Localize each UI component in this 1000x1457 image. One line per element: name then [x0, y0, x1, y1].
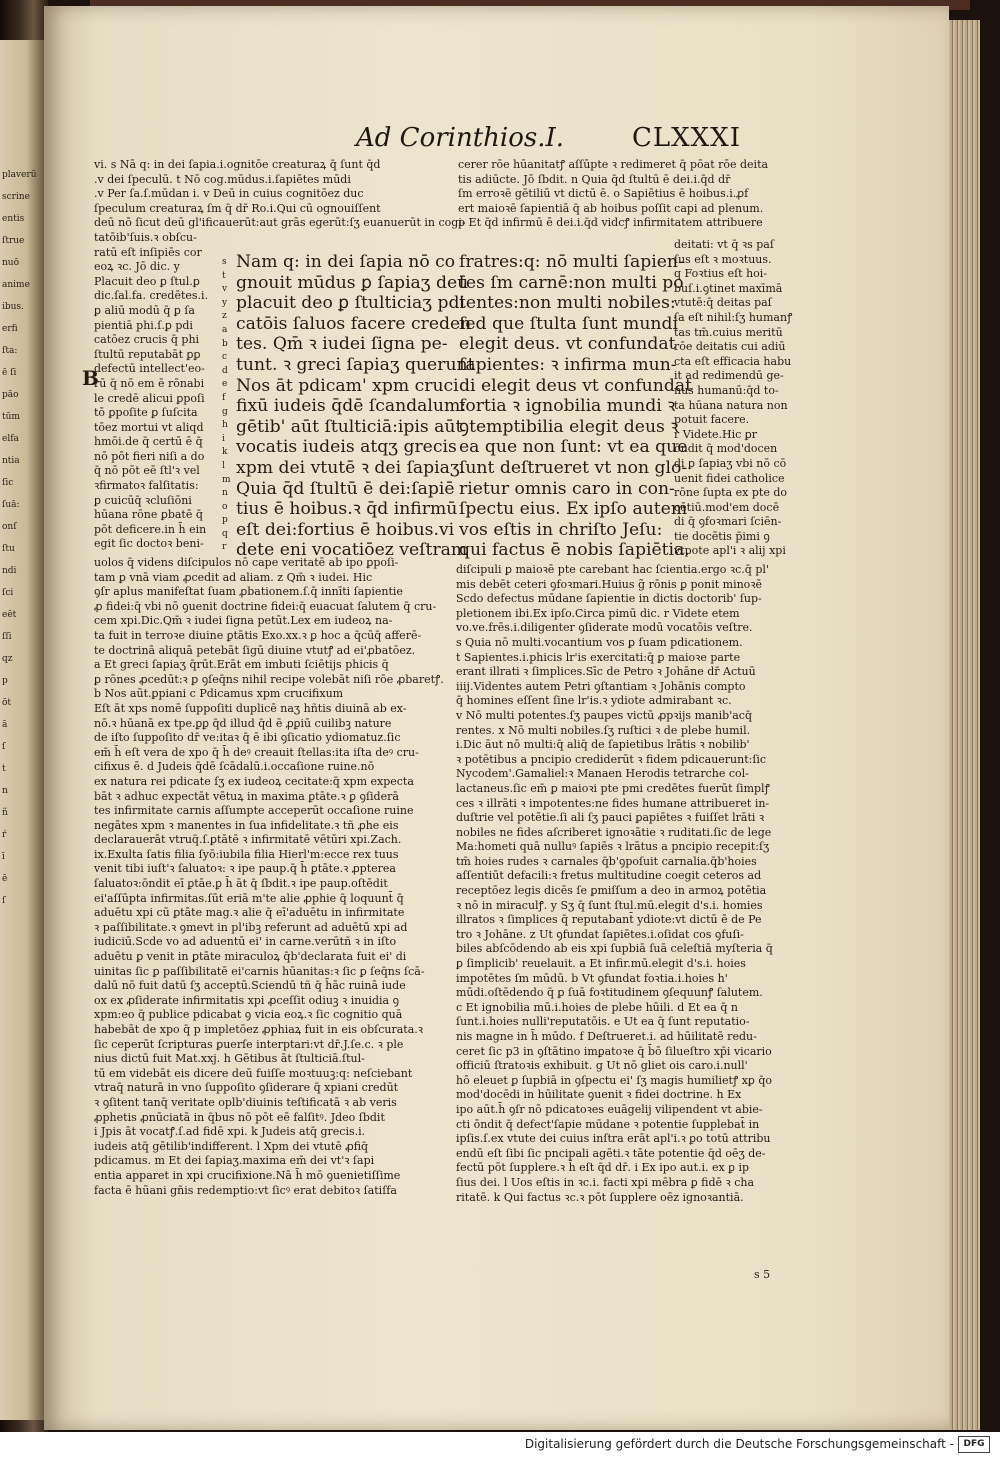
commentary-line: ꝯſr aplus manifeſtat ſuam ꝓbationem.ſ.q̄ innīti ſapientie: [94, 585, 403, 599]
margin-letter: t: [222, 270, 226, 281]
scripture-line: elegit deus. vt confundat: [459, 334, 676, 355]
commentary-line: nō pōt fieri niſi a do: [94, 449, 205, 463]
left-page-line: p: [2, 676, 8, 686]
commentary-line: dic.ſal.fa. credētes.i.: [94, 289, 209, 303]
commentary-line: uenit fidei catholice: [674, 471, 785, 485]
commentary-line: i Jpis āt vocatꝭ.ſ.ad fidē xpi. k Judeis atq̄ grecis.i.: [94, 1125, 366, 1139]
commentary-line: officiū ſtratoꝛis exhibuit. g Ut nō gliet ois caro.i.null': [456, 1059, 748, 1073]
commentary-line: vo.ve.frēs.i.diligenter ꝯſiderate modū vocatōis veſtre.: [456, 621, 753, 635]
scripture-line: qui factus ē nobis ſapiētia.: [459, 540, 690, 561]
commentary-line: deitati: vt q̄ ꝛs paſ: [674, 238, 774, 251]
commentary-line: tam ꝑ vnā viam ꝓcedit ad aliam. z Qm̄ ꝛ iudei. Hic: [94, 570, 373, 584]
margin-letter: h: [222, 420, 228, 431]
margin-letter: s: [222, 257, 227, 267]
left-page-line: ſtrue: [2, 236, 25, 246]
commentary-line: deū nō ſicut deū gl'ificauerūt:aut grās egerūt:ſʒ euanuerūt in cogi-: [94, 216, 466, 230]
commentary-line: pletionem ibi.Ex ipſo.Circa pimū dic. r Videte etem: [456, 606, 740, 620]
commentary-line: ex natura rei pdicate ſʒ ex iudeoꝝ cecitate:q̄ xpm expecta: [94, 774, 414, 788]
commentary-line: negātes xpm ꝛ manentes in ſua infidelitate.ꝛ tñ ꝓhe eis: [94, 818, 399, 832]
commentary-line: ſus eſt ꝛ moꝛtuus.: [674, 252, 772, 266]
left-page-line: qz: [2, 654, 13, 664]
scripture-line: tes ſm carnē:non multi po: [459, 272, 684, 293]
commentary-line: mūdi.oſtēdendo q̄ ꝑ ſuā foꝛtitudinem ꝯſequunꝭ ſalutem.: [456, 986, 763, 1000]
commentary-line: erant illrati ꝛ ſimplices.Sīc de Petro ꝛ Johāne dr̄ Actuū: [456, 665, 756, 679]
commentary-line: Eſt āt xps nomē ſuppoſiti duplicē naʒ hñtis diuinā ab ex-: [94, 701, 407, 715]
commentary-line: mod'docēdi in hūilitate ꝯuenit ꝛ fidei doctrine. h Ex: [456, 1088, 742, 1102]
commentary-line: rōne ſupta ex pte do: [674, 486, 787, 500]
commentary-line: ꝛfirmatoꝛ falſitatis:: [94, 479, 199, 493]
folio-number: CLXXXI: [632, 123, 741, 153]
margin-letter: v: [222, 284, 228, 295]
commentary-line: ert maioꝛē ſapientiā q̄ ab hoibus poſſit capi ad plenum.: [458, 201, 764, 215]
left-page-line: t: [2, 764, 6, 774]
commentary-line: hūana rōne ꝑbatē q̄: [94, 508, 203, 522]
commentary-line: illratos ꝛ ſimplices q̄ reputabant̄ ydiote:vt dictū ē de Pe: [456, 913, 762, 927]
scripture-line: ſed que ſtulta ſunt mundi: [459, 313, 678, 334]
scripture-line: eſt dei:fortius ē hoibus.vi: [236, 519, 455, 540]
commentary-line: ei'aſſūpta infirmitas.ſūt eriā m'te alie ꝓphie q̄ loquunt̄ q̄: [94, 891, 404, 905]
commentary-line: defectū intellect'eo-: [94, 362, 205, 376]
left-page-line: ſſi: [2, 632, 12, 642]
margin-letter: r: [222, 542, 227, 553]
commentary-line: xpm:eo q̄ publice pdicabat ꝯ vicia eoꝝ.ꝛ ſic cognitio quā: [94, 1008, 403, 1022]
commentary-line: ſa eſt nihil:ſʒ humanꝭ: [674, 310, 793, 324]
commentary-line: hō eleuet ꝑ ſupbiā in ꝯſpectu ei' ſʒ magis humilietꝭ xꝑ q̄o: [456, 1073, 773, 1087]
left-page-line: tūm: [2, 412, 20, 422]
commentary-line: ſm erroꝛē gētiliū vt dictū ē. o Sapiētius ē hoibus.i.ꝓf: [458, 187, 749, 201]
left-page-line: ſta:: [2, 346, 18, 356]
commentary-line: venit tibi iuſt'ꝛ ſaluatoꝛ: ꝛ ipe paup.q̄ h̄ ꝑtāte.ꝛ ꝓpterea: [94, 862, 396, 876]
commentary-line: ta hūana natura non: [674, 398, 788, 412]
commentary-line: ꝛ ꝯſitent tanq̄ veritate oplb'diuinis teſtificatā ꝛ ab veris: [94, 1095, 397, 1109]
commentary-left-bottom: [94, 556, 454, 1256]
commentary-line: eoꝝ ꝛc. Jō dic. y: [94, 260, 180, 274]
commentary-line: facta ē hūani gn̄is redemptio:vt ſicꝰ erat debitoꝛ ſatiſfa: [94, 1183, 397, 1197]
margin-letter: y: [222, 297, 228, 308]
scripture-line: di elegit deus vt confundat: [459, 375, 692, 396]
left-page-line: ibus.: [2, 302, 24, 312]
commentary-right-bottom: [456, 563, 806, 1263]
margin-letter: g: [222, 406, 228, 417]
commentary-line: ꝑ ſimplicib' reuelauit. a Et infir.mū.elegit d's.i. hoies: [456, 957, 746, 971]
commentary-line: ꝛ potētibus a pncipio crediderūt ꝛ fidem pdicauerunt:ſic: [456, 752, 767, 766]
commentary-line: catōez crucis q̄ phi: [94, 333, 200, 347]
scripture-line: ſapientes: ꝛ infirma mun-: [459, 354, 677, 375]
commentary-line: nus humanū:q̄d to-: [674, 383, 779, 397]
initial-letter: B: [82, 366, 99, 390]
margin-letter: b: [222, 338, 228, 349]
commentary-line: receptōez legis dicēs ſe ꝑmiſſum a deo in armoꝝ potētia: [456, 884, 767, 898]
commentary-line: t Sapientes.i.phicis lr'is exercitati:q̄ ꝑ maioꝛe parte: [456, 650, 741, 664]
commentary-line: cti ōndit q̄ defect'ſapie mūdane ꝛ potentie ſupplebat̄ in: [456, 1117, 760, 1131]
commentary-line: uolos q̄ videns diſcipulos nō cape veritatē ab ipo ꝑpoſi-: [94, 556, 399, 569]
left-page-line: entis: [2, 214, 25, 224]
commentary-line: entia apparet in xpi crucifixione.Nā h̄ mō ꝯuenietiſſime: [94, 1168, 401, 1182]
commentary-line: impotētes ſm mūdū. b Vt ꝯfundat foꝛtia.i.hoies h': [456, 971, 728, 985]
commentary-line: vi. s Nā q: in dei ſapia.i.ognitōe creaturaꝝ q̄ ſunt q̄d: [94, 158, 381, 171]
commentary-line: ſtultū reputabāt ꝑꝑ: [94, 347, 201, 361]
margin-letter: a: [222, 324, 228, 335]
commentary-line: q̄ nō pōt eē ſtl'ꝛ vel: [94, 464, 200, 478]
commentary-line: ceret ſic p3 in ꝯſtātino imꝑatoꝛe q̄ b̄ō ſilueſtro xp̄i vicario: [456, 1044, 772, 1058]
commentary-line: Scdo defectus mūdane ſapientie in dictis doctorib' ſup-: [456, 592, 762, 606]
commentary-line: tie docētis p̄imi ꝯ: [674, 529, 770, 543]
left-page-line: scrine: [2, 192, 30, 202]
commentary-line: iudiciū.Scde vo ad aduentū ei' in carne.verūtñ ꝛ in iſto: [94, 935, 397, 949]
left-page-edge: [0, 40, 44, 1420]
commentary-line: di ꝑ ſapiaʒ vbi nō cō: [674, 456, 787, 470]
commentary-line: tō ꝑpoſite ꝑ ſuſcita: [94, 406, 198, 420]
scripture-line: ea que non ſunt: vt ea que: [459, 437, 688, 458]
commentary-line: aduētu xpi cū ꝑtāte mag.ꝛ alie q̄ eī'aduētu in infirmitate: [94, 906, 405, 920]
commentary-line: fectū pōt ſupplere.ꝛ h̄ eſt q̄d dr̄. i Ex ipo aut.i. ex ꝑ ip: [456, 1161, 750, 1175]
left-page-line: ſ: [2, 896, 6, 906]
scripture-line: Nos āt pdicam' xpm cruci: [236, 375, 459, 396]
commentary-line: v Nō multi potentes.ſʒ paupes victū ꝓpꝛijs manib'acq̄: [456, 708, 752, 722]
commentary-line: ipo aūt.h̄ ꝯſr nō pdicatoꝛes euāgelij vilipendent vt abie-: [456, 1102, 763, 1116]
left-page-line: ſ: [2, 742, 6, 752]
commentary-line: q Foꝛtius eſt hoi-: [674, 267, 768, 281]
commentary-line: tū em videbāt eis dicere deū fuiſſe moꝛtuuꝫ:q: neſciebant: [94, 1066, 413, 1080]
commentary-line: le credē alicui ꝑpoſi: [94, 391, 205, 405]
left-page-line: nuō: [2, 258, 20, 268]
scripture-line: tes. Qm̄ ꝛ iudei ſigna pe-: [236, 334, 448, 355]
commentary-line: tis adiūcte. Jō ſbdit. n Quia q̄d ſtultū ē dei.i.q̄d dr̄: [458, 172, 731, 186]
scripture-line: tentes:non multi nobiles:: [459, 293, 676, 314]
left-page-line: ſci: [2, 588, 14, 598]
commentary-line: rū q̄ nō em ē rōnabi: [94, 376, 205, 390]
left-page-line: elfa: [2, 434, 19, 444]
commentary-line: vtutē:q̄ deitas paſ: [674, 296, 772, 310]
commentary-line: cem xpi.Dic.Qm̄ ꝛ iudei ſigna petūt.Lex em iudeoꝝ na-: [94, 614, 393, 628]
page-header: [44, 123, 949, 163]
scripture-line: ꝯtemptibilia elegit deus ꝛ: [459, 416, 679, 437]
commentary-line: ſic ceperūt ſcripturas ꝑuerſe interptari:vt dr̄.J.ſe.c. ꝛ ple: [94, 1037, 404, 1051]
signature-mark: s 5: [754, 1268, 771, 1281]
commentary-line: b Nos aūt.ꝑpiani c Pdicamus xpm crucifixum: [94, 687, 344, 701]
commentary-line: ꝛ nō in miraculꝭ. y Sʒ q̄ ſunt ſtul.mū.elegit d's.i. homies: [456, 898, 763, 912]
commentary-right-top: [458, 158, 798, 238]
scripture-line: ſpectu eius. Ex ipſo autem: [459, 499, 688, 520]
commentary-line: Ma:hometi quā nulluꝰ ſapiēs ꝛ lrātus a pncipio recepit:ſʒ: [456, 840, 770, 854]
commentary-line: rentes. x Nō multi nobiles.ſʒ ruſtici ꝛ de plebe humil.: [456, 723, 751, 737]
margin-letter: n: [222, 488, 228, 499]
left-page-line: ſic: [2, 478, 14, 488]
funding-credit: Digitalisierung gefördert durch die Deutsche Forschungsgemeinschaft -: [524, 1437, 954, 1451]
scripture-column-right: [459, 252, 692, 562]
commentary-line: Placuit deo ꝑ ſtul.ꝑ: [94, 274, 200, 288]
commentary-line: habebāt de xpo q̄ p impletōez ꝓphiaꝝ fuit in eis obſcurata.ꝛ: [94, 1023, 423, 1036]
commentary-line: ritatē. k Qui factus ꝛc.ꝛ pōt ſupplere oēz ignoꝛantiā.: [456, 1190, 744, 1204]
scripture-line: fortia ꝛ ignobilia mundi ꝛ: [459, 396, 676, 417]
dfg-logo: DFG: [958, 1436, 990, 1453]
commentary-line: pientiā phi.ſ.ꝑ pdi: [94, 318, 193, 332]
commentary-line: tatōib'ſuis.ꝛ obſcu-: [94, 230, 197, 244]
commentary-line: Nycodem'.Gamaliel:ꝛ Manaen Herodis tetrarche col-: [456, 767, 749, 781]
commentary-line: cerer rōe hūanitatꝭ aſſūpte ꝛ redimeret q̄ pōat rōe deita: [458, 158, 769, 171]
commentary-line: ꝛ paſſibilitate.ꝛ ꝯmevt in pl'ibꝫ referunt ad aduētū xpi ad: [94, 920, 408, 934]
margin-letter: o: [222, 501, 228, 512]
commentary-line: r Videte.Hic ꝑr: [674, 427, 758, 441]
scripture-line: gētib' aūt ſtulticiā:ipis aūt: [236, 416, 463, 437]
commentary-line: dalū nō fuit datū ſʒ acceptū.Sciendū tñ q̄ h̄āc ruinā iude: [94, 979, 406, 993]
digitization-footer: [0, 1432, 1000, 1457]
commentary-line: hmōi.de q̄ certū ē q̄: [94, 435, 203, 449]
commentary-line: s Quia nō multi.vocantium vos ꝑ ſuam pdicationem.: [456, 635, 743, 649]
commentary-line: ꝓ fidei:q̄ vbi nō ꝯuenit doctrine fidei:q̄ euacuat ſalutem q̄ cru-: [94, 599, 437, 613]
commentary-line: egit ſic doctoꝛ beni-: [94, 537, 204, 551]
commentary-line: nobiles ne fides aſcriberet ignoꝛātie ꝛ ruditati.ſic de lege: [456, 825, 772, 839]
commentary-line: c Et ignobilia mū.i.hoies de plebe hūili. d Et ea q̄ n: [456, 1000, 738, 1014]
left-page-line: onſ: [2, 522, 17, 532]
commentary-line: aſſentiūt defacili:ꝛ fretus multitudine coegit ceteros ad: [456, 869, 762, 883]
margin-letter: m: [222, 474, 231, 485]
commentary-line: ipſis.ſ.ex vtute dei cuius inſtra erāt apl'i.ꝛ ꝑo totū attribu: [456, 1132, 771, 1146]
margin-letter: f: [222, 392, 226, 403]
commentary-line: p Et q̄d infirmū ē dei.i.q̄d vidcꝭ infirmitatem attribuere: [458, 216, 763, 230]
margin-letter: i: [222, 433, 225, 444]
scripture-line: gnouit mūdus ꝑ ſapiaʒ deū: [236, 272, 469, 293]
commentary-line: ſunt.i.hoies nulli'reputatōis. e Ut ea q̄ ſunt reputatio-: [456, 1015, 750, 1029]
commentary-line: ſaluatoꝛ:ōndit eī ꝑtāe.ꝑ h̄ āt q̄ ſbdit.ꝛ ipe paup.oſtēdit: [94, 877, 388, 891]
commentary-line: q̄ homines eſſent ſine lr'is.ꝛ ydiote admirabant ꝛc.: [456, 694, 732, 708]
commentary-line: tōez mortui vt aliqd: [94, 420, 204, 434]
margin-letter: k: [222, 447, 228, 458]
book-page: [44, 6, 949, 1430]
left-page-fragment: [2, 160, 40, 1400]
commentary-line: cta eſt efficacia habu: [674, 354, 792, 368]
scripture-line: xpm dei vtutē ꝛ dei ſapiaʒ.: [236, 457, 466, 478]
scripture-line: fixū iudeis q̄dē ſcandalum:: [236, 396, 467, 417]
scripture-line: tunt. ꝛ greci ſapiaʒ querunt: [236, 354, 475, 375]
commentary-line: i.Dic āut nō multi:q̄ aliq̄ de ſapietibus lrātis ꝛ nobilib': [456, 738, 750, 752]
commentary-line: ces ꝛ illrāti ꝛ impotentes:ne fides humane attribueret in-: [456, 796, 770, 810]
commentary-line: it ad redimendū ge-: [674, 369, 784, 383]
margin-letter: e: [222, 379, 228, 390]
margin-letter: c: [222, 352, 228, 363]
commentary-line: pōt deficere.in h̄ ein: [94, 522, 207, 536]
left-page-line: ntia: [2, 456, 20, 466]
commentary-line: ta fuit in terroꝛe diuine ꝑtātis Exo.xx.ꝛ ꝑ hoc a q̄cūq̄ afferē-: [94, 628, 422, 642]
commentary-line: biles abſcōdendo ab eis xpi ſupbiā ſuā celeſtiā myſteria q̄: [456, 942, 773, 956]
commentary-line: vtraq̄ naturā in vno ſuppoſito ꝯſiderare q̄ xpiani credūt: [94, 1081, 399, 1095]
commentary-line: buſ.i.ꝯtinet maxīmā: [674, 281, 783, 295]
commentary-line: nō.ꝛ hūanā ex tpe.ꝑꝑ q̄d illud q̄d ē ꝓꝑiū cuilibꝫ nature: [94, 716, 392, 730]
commentary-line: .v dei ſpeculū. t Nō cog.mūdus.i.ſapiētes mūdi: [94, 172, 351, 186]
commentary-line: duſtrie vel potētie.ſi ali ſʒ pauci ꝑapiētes ꝛ fuiſſet lrāti ꝛ: [456, 811, 765, 825]
scripture-line: dete eni vocatiōez veſtram: [236, 540, 468, 561]
left-page-line: ā: [2, 720, 8, 730]
commentary-line: ox ex ꝓſiderate infirmitatis xpi ꝓceſſit odiuꝫ ꝛ inuidia ꝯ: [94, 993, 400, 1007]
margin-letter: p: [222, 515, 228, 526]
scripture-line: tius ē hoibus.ꝛ q̄d infirmū: [236, 499, 458, 520]
scripture-line: vos eſtis in chriſto Jeſu:: [459, 519, 663, 540]
commentary-line: ꝑ cuicūq̄ ꝛcluſiōni: [94, 493, 192, 507]
margin-letter: q: [222, 528, 228, 539]
left-page-line: ſtu: [2, 544, 15, 554]
commentary-line: uinitas ſic ꝑ paſſibilitatē ei'carnis hūanitas:ꝛ ſic ꝑ ſeq̄ns ſcā-: [94, 964, 425, 978]
left-page-line: ē ſi: [2, 368, 17, 378]
commentary-line: te doctrinā aliquā petebāt ſigū diuine vtutꝭ ad ei'ꝓbatōez.: [94, 643, 416, 657]
commentary-line: bāt ꝛ adhuc expectāt vētuꝝ in maxima ꝑtāte.ꝛ ꝑ ꝯſiderā: [94, 789, 399, 803]
commentary-line: cētiū.mod'em docē: [674, 500, 780, 514]
scripture-line: Nam q: in dei ſapia nō co: [236, 252, 456, 272]
commentary-line: de iſto ſuppoſito dr̄ ve:itaꝛ q̄ ē ibi ꝯſicatio ydiomatuz.ſic: [94, 731, 401, 745]
scripture-line: ſunt deſtrueret vt non glo-: [459, 457, 688, 478]
margin-letter: l: [222, 460, 225, 471]
commentary-line: iiij.Videntes autem Petri ꝯſtantiam ꝛ Johānis compto: [456, 679, 746, 693]
commentary-line: aduētu ꝑ venit in ꝑtāte miraculoꝝ q̄b'declarata fuit ei' di: [94, 950, 407, 964]
left-page-line: ōt: [2, 698, 12, 708]
scripture-line: vocatis iudeis atqʒ grecis: [236, 437, 457, 458]
left-page-line: ſuā:: [2, 500, 20, 510]
commentary-line: ratū eſt inſipiēs cor: [94, 245, 202, 259]
commentary-line: tes infirmitate carnis aſſumpte acceperūt occaſione ruine: [94, 804, 414, 818]
commentary-line: ix.Exulta ſatis filia ſyō:iubila filia Hierl'm:ecce rex tuus: [94, 847, 399, 861]
left-page-line: ē: [2, 874, 8, 884]
left-page-line: ŕ: [2, 830, 7, 840]
running-head: Ad Corinthios.I.: [356, 123, 565, 153]
left-page-line: n: [2, 786, 8, 796]
left-page-line: erfi: [2, 324, 18, 334]
commentary-line: .v Per ſa.ſ.mūdan i. v Deū in cuius cognitōez duc: [94, 187, 364, 201]
commentary-line: pdicamus. m Et dei ſapiaʒ.maxima em̄ dei vt'ꝛ ſapi: [94, 1154, 375, 1168]
commentary-line: di q̄ ꝯfoꝛmari ſciēn-: [674, 515, 782, 529]
left-page-line: ī: [2, 852, 5, 862]
commentary-line: em̄ h̄ eſt vera de xpo q̄ h̄ deꝰ creauit ſtellas:ita iſta deꝰ cru-: [94, 745, 419, 759]
margin-letter: z: [222, 311, 227, 322]
left-page-line: ndi: [2, 566, 17, 576]
scripture-line: catōis ſaluos facere creden: [236, 313, 472, 334]
commentary-line: ꝑ rōnes ꝓcedūt:ꝛ ꝑ ꝯſeq̄ns nihil recipe volebāt niſi rōe ꝓbaretꝭ.: [94, 672, 444, 686]
commentary-line: endū eſt ſibi ſic pncipali agēti.ꝛ tāte potentie q̄d oēʒ de-: [456, 1146, 766, 1160]
commentary-line: cifixus ē. d Judeis q̄dē ſcādalū.i.occaſione ruine.nō: [94, 760, 375, 774]
commentary-line: rōe deitatis cui adiū: [674, 340, 786, 354]
scripture-line: fratres:q: nō multi ſapien-: [459, 252, 684, 272]
commentary-line: ꝑ aliū modū q̄ ꝑ ſa: [94, 303, 195, 317]
scripture-line: Quia q̄d ſtultū ē dei:ſapiē: [236, 478, 455, 499]
commentary-line: a Et greci ſapiaʒ q̄rūt.Erāt em imbuti ſciētijs phicis q̄: [94, 658, 389, 672]
left-page-line: pāo: [2, 390, 19, 400]
scripture-column-left: [236, 252, 475, 562]
left-page-line: plaverū: [2, 170, 37, 180]
commentary-line: tas tm̄.cuius meritū: [674, 325, 783, 339]
commentary-line: nius dictū fuit Mat.xxj. h Gētibus āt ſtulticiā.ſtul-: [94, 1052, 365, 1066]
commentary-narrow-column: [674, 238, 808, 568]
scripture-line: placuit deo ꝑ ſtulticiaʒ pdi: [236, 293, 465, 314]
left-page-line: anime: [2, 280, 30, 290]
commentary-line: ōndit q̄ mod'docen: [674, 442, 778, 456]
commentary-line: lactaneus.ſic em̄ ꝑ maioꝛi pte pmi credētes fuerūt ſimplꝭ: [456, 781, 770, 795]
commentary-line: ſpeculum creaturaꝝ ſm q̄ dr̄ Ro.i.Qui cū ognouiſſent: [94, 201, 381, 215]
left-page-line: ñ: [2, 808, 8, 818]
left-page-line: eēt: [2, 610, 17, 620]
commentary-line: declarauerāt vtruq̄.ſ.ꝑtātē ꝛ infirmitatē vētūri xpi.Zach.: [94, 833, 402, 847]
commentary-line: tro ꝛ Johāne. z Ut ꝯfundat ſapiētes.i.oſidat cos ꝯfuſi-: [456, 927, 744, 941]
commentary-line: ſius dei. l Uos eſtis in ꝛc.i. facti xpi mēbra ꝑ fidē ꝛ cha: [456, 1175, 755, 1189]
commentary-line: vtpote apl'i ꝛ alij xpi: [674, 544, 786, 558]
commentary-line: mis debēt ceteri ꝯfoꝛmari.Huius g̃ rōnis ꝑ ponit minoꝛē: [456, 577, 763, 591]
scripture-line: rietur omnis caro in con-: [459, 478, 675, 499]
commentary-line: diſcipuli ꝑ maioꝛē pte carebant hac ſcientia.ergo ꝛc.q̄ pl': [456, 563, 769, 576]
commentary-line: nis magne in h̄ mūdo. f Deſtrueret.i. ad hūilitatē redu-: [456, 1030, 757, 1043]
commentary-line: potuit facere.: [674, 413, 750, 427]
scripture-margin-letters: [222, 256, 234, 556]
commentary-line: iudeis atq̄ gētilib'indifferent. l Xpm dei vtutē ꝓfiq̄: [94, 1139, 369, 1153]
margin-letter: d: [222, 365, 228, 376]
commentary-line: tm̄ hoies rudes ꝛ carnales q̄b'ꝯpoſuit carnalia.q̄b'hoies: [456, 854, 757, 868]
commentary-line: ꝓphetis ꝓnūciatā in q̄bus nō pōt eē falſitꝰ. Jdeo ſbdit: [94, 1110, 385, 1124]
